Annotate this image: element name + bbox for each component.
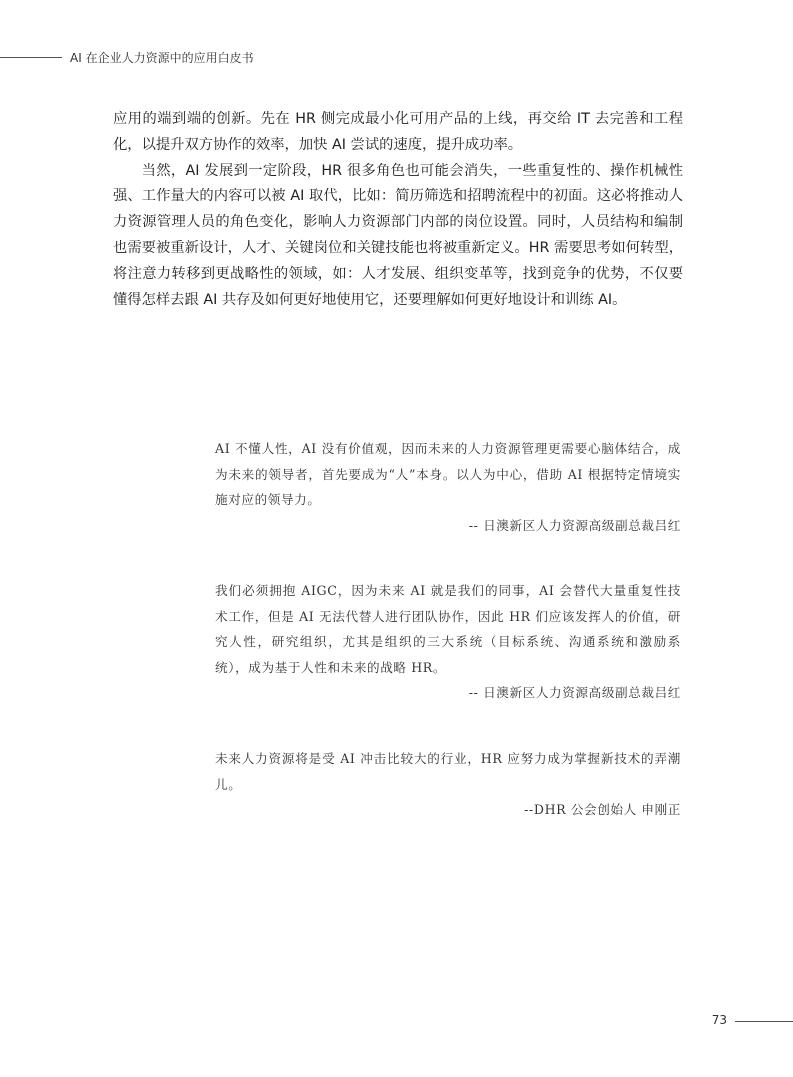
- quote-text: AI 不懂人性，AI 没有价值观，因而未来的人力资源管理更需要心脑体结合，成为未来的领导者，首先要成为“人”本身。以人为中心，借助 AI 根据特定情境实施对应的领导力。: [215, 441, 681, 507]
- quote-attribution: -- 日澳新区人力资源高级副总裁吕红: [468, 685, 681, 700]
- body-paragraph: 应用的端到端的创新。先在 HR 侧完成最小化可用产品的上线，再交给 IT 去完善和工程化，以提升双方协作的效率，加快 AI 尝试的速度，提升成功率。: [113, 111, 683, 153]
- quote-block: [215, 436, 681, 538]
- body-text: [113, 107, 683, 313]
- quote-block: [215, 578, 681, 706]
- running-header-title: AI 在企业人力资源中的应用白皮书: [70, 51, 254, 65]
- quote-attribution: --DHR 公会创始人 申刚正: [524, 802, 681, 817]
- quote-attribution: -- 日澳新区人力资源高级副总裁吕红: [468, 517, 681, 533]
- body-paragraph: 当然，AI 发展到一定阶段，HR 很多角色也可能会消失，一些重复性的、操作机械性强、工作量大的内容可以被 AI 取代，比如：简历筛选和招聘流程中的初面。这必将推动人力资源管理人员的角色变化，影响人力资源部门内部的岗位设置。同时，人员结构和编制也需要被重新设计，人才、关键岗位和关键技能也将被重新定义。HR 需要思考如何转型，将注意力转移到更战略性的领域，如：人才发展、组织变革等，找到竞争的优势，不仅要懂得怎样去跟 AI 共存及如何更好地使用它，还要理解如何更好地设计和训练 AI。: [113, 162, 683, 308]
- header-rule: [0, 57, 62, 58]
- quote-block: [215, 746, 681, 823]
- quote-text: 未来人力资源将是受 AI 冲击比较大的行业，HR 应努力成为掌握新技术的弄潮儿。: [215, 751, 681, 792]
- quote-text: 我们必须拥抱 AIGC，因为未来 AI 就是我们的同事，AI 会替代大量重复性技术工作，但是 AI 无法代替人进行团队协作，因此 HR 们应该发挥人的价值，研究人性，研究组织，尤其是组织的三大系统（目标系统、沟通系统和激励系统），成为基于人性和未来的战略 HR。: [215, 583, 681, 675]
- page-number: 73: [711, 1013, 727, 1027]
- footer-rule: [735, 1021, 793, 1022]
